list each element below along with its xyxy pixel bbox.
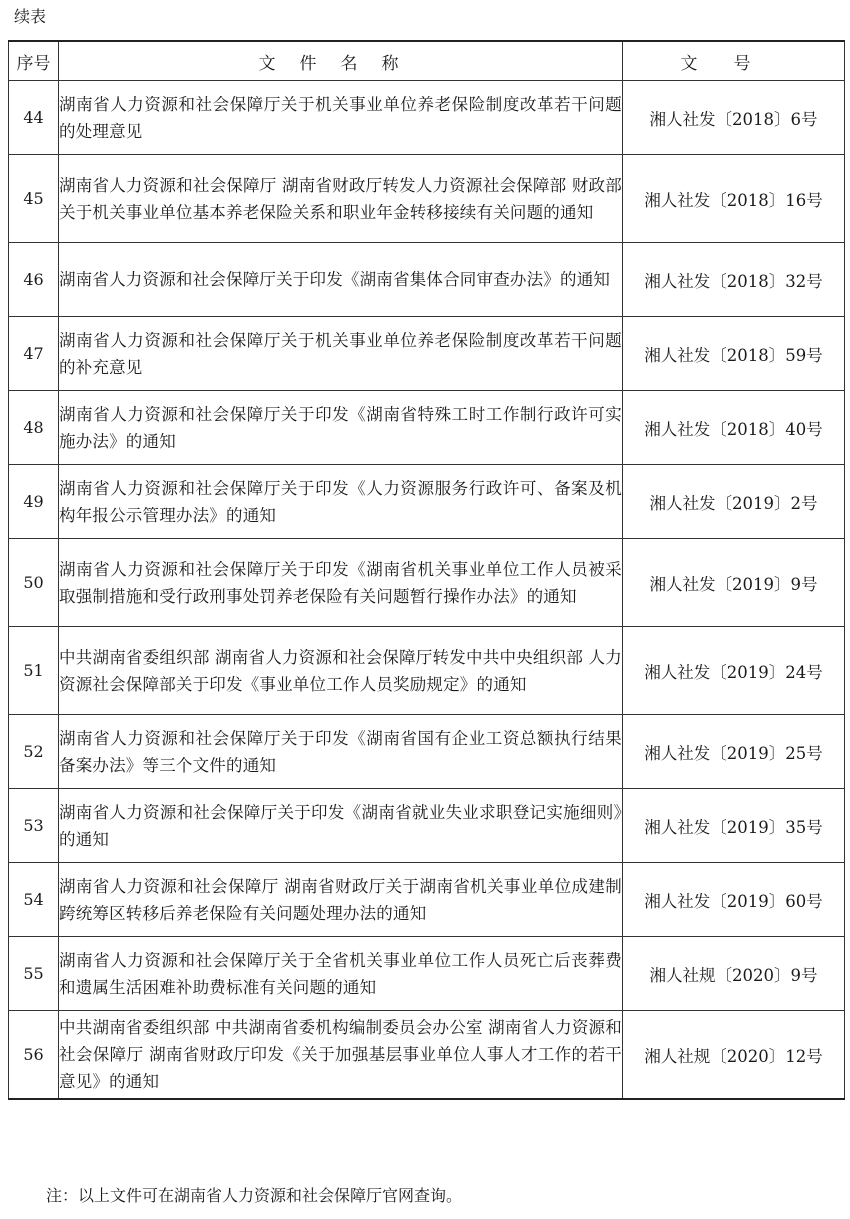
row-number: 52: [9, 715, 59, 789]
document-list-table: [8, 40, 845, 1100]
document-name: 湖南省人力资源和社会保障厅关于印发《湖南省国有企业工资总额执行结果备案办法》等三个文件的通知: [59, 715, 623, 789]
document-name: 湖南省人力资源和社会保障厅关于全省机关事业单位工作人员死亡后丧葬费和遗属生活困难补助费标准有关问题的通知: [59, 937, 623, 1011]
document-name: 湖南省人力资源和社会保障厅关于机关事业单位养老保险制度改革若干问题的补充意见: [59, 317, 623, 391]
document-name: 湖南省人力资源和社会保障厅关于印发《湖南省就业失业求职登记实施细则》的通知: [59, 789, 623, 863]
table-row: [9, 317, 845, 391]
document-code: 湘人社规〔2020〕9号: [623, 937, 845, 1011]
document-name: 中共湖南省委组织部 湖南省人力资源和社会保障厅转发中共中央组织部 人力资源社会保障部关于印发《事业单位工作人员奖励规定》的通知: [59, 627, 623, 715]
table-row: [9, 1011, 845, 1100]
column-header-name: 文件名称: [59, 41, 623, 81]
document-name: 湖南省人力资源和社会保障厅关于印发《湖南省特殊工时工作制行政许可实施办法》的通知: [59, 391, 623, 465]
table-row: [9, 539, 845, 627]
row-number: 48: [9, 391, 59, 465]
row-number: 51: [9, 627, 59, 715]
document-code: 湘人社发〔2019〕9号: [623, 539, 845, 627]
continuation-label: 续表: [14, 7, 47, 26]
table-row: [9, 715, 845, 789]
document-code: 湘人社发〔2018〕16号: [623, 155, 845, 243]
table-row: [9, 155, 845, 243]
table-row: [9, 81, 845, 155]
document-name: 湖南省人力资源和社会保障厅关于印发《人力资源服务行政许可、备案及机构年报公示管理办法》的通知: [59, 465, 623, 539]
row-number: 46: [9, 243, 59, 317]
document-code: 湘人社发〔2018〕40号: [623, 391, 845, 465]
column-header-no: 序号: [9, 41, 59, 81]
row-number: 50: [9, 539, 59, 627]
document-name: 湖南省人力资源和社会保障厅关于印发《湖南省机关事业单位工作人员被采取强制措施和受行政刑事处罚养老保险有关问题暂行操作办法》的通知: [59, 539, 623, 627]
footnote: 注：以上文件可在湖南省人力资源和社会保障厅官网查询。: [46, 1186, 463, 1205]
table-row: [9, 243, 845, 317]
document-code: 湘人社发〔2018〕59号: [623, 317, 845, 391]
document-code: 湘人社发〔2019〕2号: [623, 465, 845, 539]
document-code: 湘人社发〔2018〕32号: [623, 243, 845, 317]
row-number: 47: [9, 317, 59, 391]
row-number: 49: [9, 465, 59, 539]
row-number: 45: [9, 155, 59, 243]
table-row: [9, 789, 845, 863]
row-number: 44: [9, 81, 59, 155]
table-row: [9, 627, 845, 715]
document-name: 湖南省人力资源和社会保障厅 湖南省财政厅关于湖南省机关事业单位成建制跨统筹区转移后养老保险有关问题处理办法的通知: [59, 863, 623, 937]
document-code: 湘人社发〔2019〕24号: [623, 627, 845, 715]
table-header-row: [9, 41, 845, 81]
row-number: 55: [9, 937, 59, 1011]
document-name: 中共湖南省委组织部 中共湖南省委机构编制委员会办公室 湖南省人力资源和社会保障厅 湖南省财政厅印发《关于加强基层事业单位人事人才工作的若干意见》的通知: [59, 1011, 623, 1100]
document-code: 湘人社发〔2019〕25号: [623, 715, 845, 789]
table-row: [9, 391, 845, 465]
document-code: 湘人社发〔2019〕60号: [623, 863, 845, 937]
document-name: 湖南省人力资源和社会保障厅 湖南省财政厅转发人力资源社会保障部 财政部关于机关事业单位基本养老保险关系和职业年金转移接续有关问题的通知: [59, 155, 623, 243]
column-header-code: 文号: [623, 41, 845, 81]
document-name: 湖南省人力资源和社会保障厅关于机关事业单位养老保险制度改革若干问题的处理意见: [59, 81, 623, 155]
table-row: [9, 863, 845, 937]
row-number: 53: [9, 789, 59, 863]
table-row: [9, 465, 845, 539]
row-number: 54: [9, 863, 59, 937]
document-code: 湘人社规〔2020〕12号: [623, 1011, 845, 1100]
document-name: 湖南省人力资源和社会保障厅关于印发《湖南省集体合同审查办法》的通知: [59, 243, 623, 317]
table-row: [9, 937, 845, 1011]
document-code: 湘人社发〔2018〕6号: [623, 81, 845, 155]
document-code: 湘人社发〔2019〕35号: [623, 789, 845, 863]
row-number: 56: [9, 1011, 59, 1100]
